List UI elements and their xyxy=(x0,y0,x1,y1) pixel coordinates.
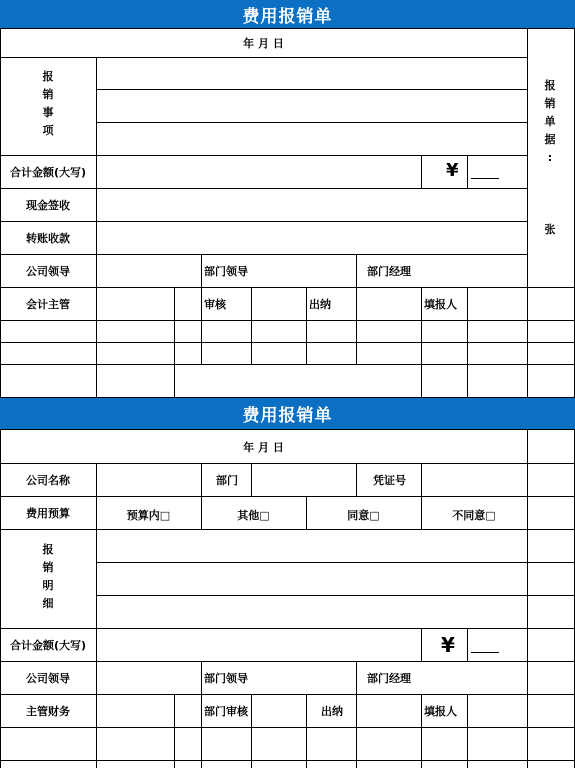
form1-dept-manager-label: 部门经理 xyxy=(367,265,411,278)
form2-company-leader-label: 公司领导 xyxy=(26,672,70,685)
form2-details-row-2[interactable] xyxy=(97,563,527,595)
form1-items-row-2[interactable] xyxy=(97,90,527,122)
form1-company-leader-label: 公司领导 xyxy=(26,265,70,278)
form2-details-row-3[interactable] xyxy=(97,596,527,628)
form1-receipts-side-label: 报 销 单 据 : xyxy=(544,79,556,164)
form1-title: 费用报销单 xyxy=(0,0,575,28)
form1-applicant-label: 填报人 xyxy=(424,298,457,311)
form2-total-label: 合计金额(大写) xyxy=(9,639,87,652)
form2-yen-amount-blank[interactable] xyxy=(471,652,499,653)
form1-transfer-receipt-label: 转账收款 xyxy=(26,232,70,245)
form2-disagree-checkbox[interactable]: 不同意□ xyxy=(452,509,496,522)
form2-agree-checkbox[interactable]: 同意□ xyxy=(347,509,380,522)
form2-company-name-label: 公司名称 xyxy=(26,474,70,487)
form1-items-label: 报 销 事 项 xyxy=(42,70,54,137)
form2-details-label: 报 销 明 细 xyxy=(42,543,54,610)
form1-items-row-1[interactable] xyxy=(97,58,527,89)
form1-items-row-3[interactable] xyxy=(97,123,527,155)
form1-cash-receipt-field[interactable] xyxy=(97,189,527,221)
form1-total-amount-field[interactable] xyxy=(97,156,421,188)
form1-review-label: 审核 xyxy=(204,298,226,311)
form1-total-label: 合计金额(大写) xyxy=(9,166,87,179)
form1-transfer-receipt-field[interactable] xyxy=(97,222,527,254)
form1-sheets-label: 张 xyxy=(544,223,556,236)
form1-date: 年 月 日 xyxy=(243,37,284,50)
form2-cashier-label: 出纳 xyxy=(321,705,343,718)
form2-dept-review-label: 部门审核 xyxy=(204,705,248,718)
form1-dept-leader-label: 部门领导 xyxy=(204,265,248,278)
form2-details-row-1[interactable] xyxy=(97,530,527,562)
form2-in-budget-checkbox[interactable]: 预算内□ xyxy=(126,509,171,522)
form1-yen-amount-blank[interactable] xyxy=(471,178,499,179)
form1-yen-symbol: ¥ xyxy=(446,160,459,181)
form2-finance-head-label: 主管财务 xyxy=(26,705,70,718)
form2-company-name-field[interactable] xyxy=(97,464,201,496)
form2-voucher-no-label: 凭证号 xyxy=(373,474,406,487)
form2-dept-manager-label: 部门经理 xyxy=(367,672,411,685)
form1-accountant-label: 会计主管 xyxy=(26,298,70,311)
form2-applicant-label: 填报人 xyxy=(424,705,457,718)
form2-department-field[interactable] xyxy=(252,464,356,496)
form2-dept-leader-label: 部门领导 xyxy=(204,672,248,685)
form2-total-amount-field[interactable] xyxy=(97,629,421,661)
form2-department-label: 部门 xyxy=(216,474,238,487)
form2-voucher-no-field[interactable] xyxy=(422,464,527,496)
form1-cash-receipt-label: 现金签收 xyxy=(26,199,70,212)
form2-other-checkbox[interactable]: 其他□ xyxy=(237,509,270,522)
form1-cashier-label: 出纳 xyxy=(309,298,331,311)
form2-date: 年 月 日 xyxy=(243,441,284,454)
form2-budget-label: 费用预算 xyxy=(26,507,70,520)
form2-title: 费用报销单 xyxy=(0,398,575,429)
form2-yen-symbol: ¥ xyxy=(441,633,455,657)
